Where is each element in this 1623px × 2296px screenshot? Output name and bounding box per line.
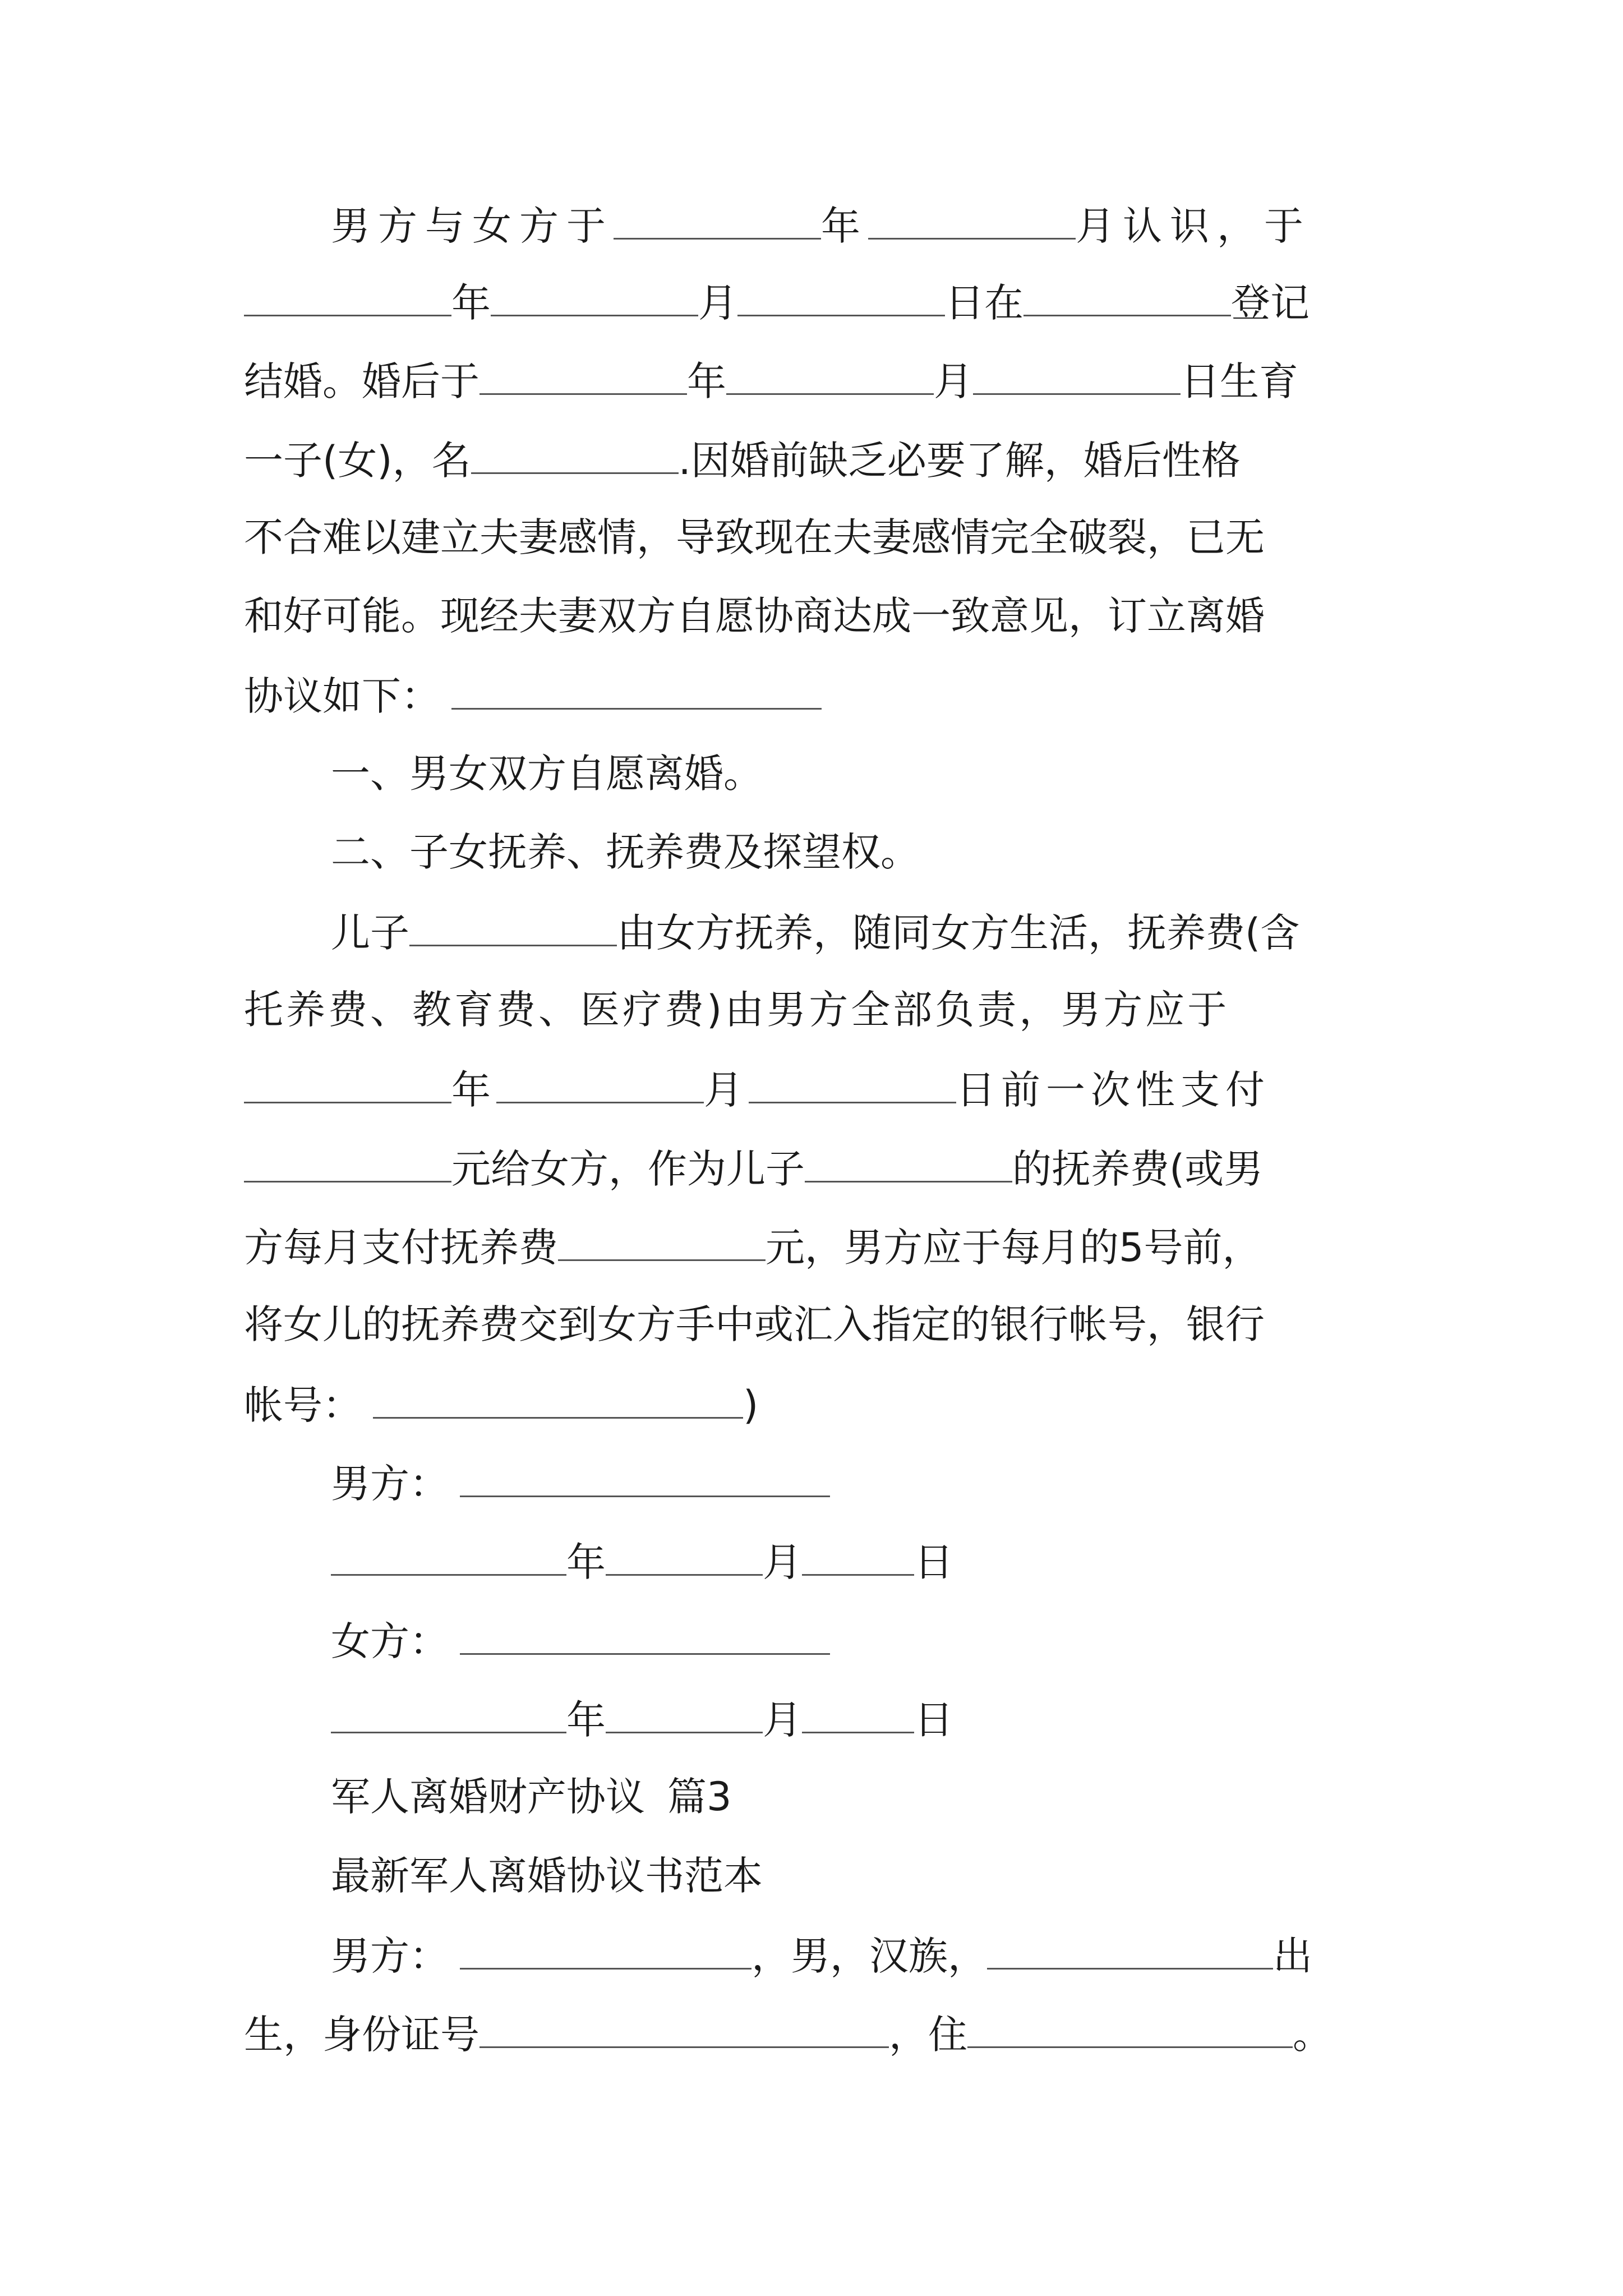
blank-field[interactable] <box>460 1926 751 1970</box>
month-field[interactable] <box>606 1533 763 1576</box>
blank-field[interactable] <box>614 196 821 240</box>
paragraph-line <box>244 666 822 724</box>
text: 男方与女方于 <box>331 203 614 249</box>
text: 月 <box>934 358 973 404</box>
paragraph-line <box>331 1926 1312 1984</box>
text: 一子(女)，名 <box>244 438 471 484</box>
female-signature-field[interactable] <box>460 1612 830 1655</box>
paragraph-line <box>331 903 1299 961</box>
section-heading <box>331 1769 732 1825</box>
text: 儿子 <box>331 910 409 956</box>
text: 男方： <box>331 1933 449 1979</box>
blank-field[interactable] <box>805 1139 1012 1182</box>
text: 日生育 <box>1181 358 1298 404</box>
section-number: 篇3 <box>667 1774 732 1820</box>
text: 元，男方应于每月的5号前， <box>766 1225 1262 1271</box>
text: 月 <box>763 1697 802 1743</box>
paragraph-line <box>244 1139 1263 1197</box>
day-field[interactable] <box>802 1533 914 1576</box>
month-field[interactable] <box>606 1690 763 1733</box>
text: 登记 <box>1231 280 1310 326</box>
paragraph-line: 将女儿的抚养费交到女方手中或汇入指定的银行帐号，银行 <box>244 1301 1265 1347</box>
male-signature-line <box>331 1454 830 1512</box>
text: 日 <box>914 1539 953 1585</box>
text: 年 <box>566 1697 606 1743</box>
year-field[interactable] <box>331 1533 566 1576</box>
text: 。 <box>1293 2012 1332 2058</box>
text: 年 <box>566 1539 606 1585</box>
female-signature-line <box>331 1612 830 1669</box>
paragraph-line: 和好可能。现经夫妻双方自愿协商达成一致意见，订立离婚 <box>244 593 1265 639</box>
text: 日 <box>914 1697 953 1743</box>
text: 年 <box>451 1067 496 1113</box>
section-title: 军人离婚财产协议 <box>331 1774 645 1820</box>
paragraph-line <box>244 2005 1332 2063</box>
text: 年 <box>687 358 726 404</box>
text: ) <box>743 1382 759 1428</box>
text: 日在 <box>945 280 1023 326</box>
blank-field[interactable] <box>868 196 1076 240</box>
clause-1: 一、男女双方自愿离婚。 <box>331 751 763 797</box>
blank-field[interactable] <box>726 352 934 395</box>
text: 协议如下： <box>244 673 440 719</box>
blank-field[interactable] <box>1023 273 1231 316</box>
blank-field[interactable] <box>479 2005 889 2048</box>
female-date-line <box>331 1690 953 1748</box>
text: 出 <box>1273 1933 1312 1979</box>
text: ，男，汉族， <box>751 1933 987 1979</box>
year-field[interactable] <box>331 1690 566 1733</box>
text: 年 <box>821 203 868 249</box>
text: 的抚养费(或男 <box>1012 1146 1264 1192</box>
text: 年 <box>451 280 491 326</box>
text: 生，身份证号 <box>244 2012 479 2058</box>
text: 元给女方，作为儿子 <box>451 1146 805 1192</box>
blank-field[interactable] <box>967 2005 1293 2048</box>
blank-field[interactable] <box>244 273 451 316</box>
paragraph-line <box>244 352 1298 409</box>
text: 结婚。婚后于 <box>244 358 479 404</box>
text: 月 <box>698 280 737 326</box>
text: 月 <box>763 1539 802 1585</box>
text: 帐号： <box>244 1382 362 1428</box>
blank-field[interactable] <box>749 1060 956 1103</box>
blank-field[interactable] <box>558 1218 766 1261</box>
blank-field[interactable] <box>737 273 945 316</box>
text: 月认识，于 <box>1076 203 1311 249</box>
paragraph-line <box>244 1060 1270 1118</box>
day-field[interactable] <box>802 1690 914 1733</box>
blank-field[interactable] <box>987 1926 1273 1970</box>
female-label: 女方： <box>331 1618 449 1664</box>
text: 方每月支付抚养费 <box>244 1225 558 1271</box>
blank-field[interactable] <box>373 1375 743 1419</box>
paragraph-line <box>244 431 1241 489</box>
male-date-line <box>331 1533 953 1590</box>
text: ，住 <box>889 2012 967 2058</box>
blank-field[interactable] <box>409 903 617 946</box>
blank-field[interactable] <box>479 352 687 395</box>
blank-field[interactable] <box>973 352 1181 395</box>
paragraph-line <box>244 273 1310 331</box>
blank-field[interactable] <box>471 431 679 474</box>
text: 由女方抚养，随同女方生活，抚养费(含 <box>617 910 1300 956</box>
male-signature-field[interactable] <box>460 1454 830 1497</box>
clause-2: 二、子女抚养、抚养费及探望权。 <box>331 829 920 875</box>
document-title: 最新军人离婚协议书范本 <box>331 1853 763 1899</box>
paragraph-line: 不合难以建立夫妻感情，导致现在夫妻感情完全破裂，已无 <box>244 514 1265 560</box>
male-label: 男方： <box>331 1461 449 1507</box>
paragraph-line <box>331 196 1311 254</box>
blank-field[interactable] <box>244 1060 451 1103</box>
paragraph-line <box>244 1218 1262 1276</box>
paragraph-line <box>244 1375 758 1433</box>
text: 月 <box>704 1067 749 1113</box>
blank-field[interactable] <box>244 1139 451 1182</box>
blank-field[interactable] <box>496 1060 704 1103</box>
text: 日前一次性支付 <box>956 1067 1270 1113</box>
blank-field[interactable] <box>451 666 822 710</box>
blank-field[interactable] <box>491 273 698 316</box>
paragraph-line: 托养费、教育费、医疗费)由男方全部负责，男方应于 <box>244 987 1230 1033</box>
text: .因婚前缺乏必要了解，婚后性格 <box>678 438 1241 484</box>
